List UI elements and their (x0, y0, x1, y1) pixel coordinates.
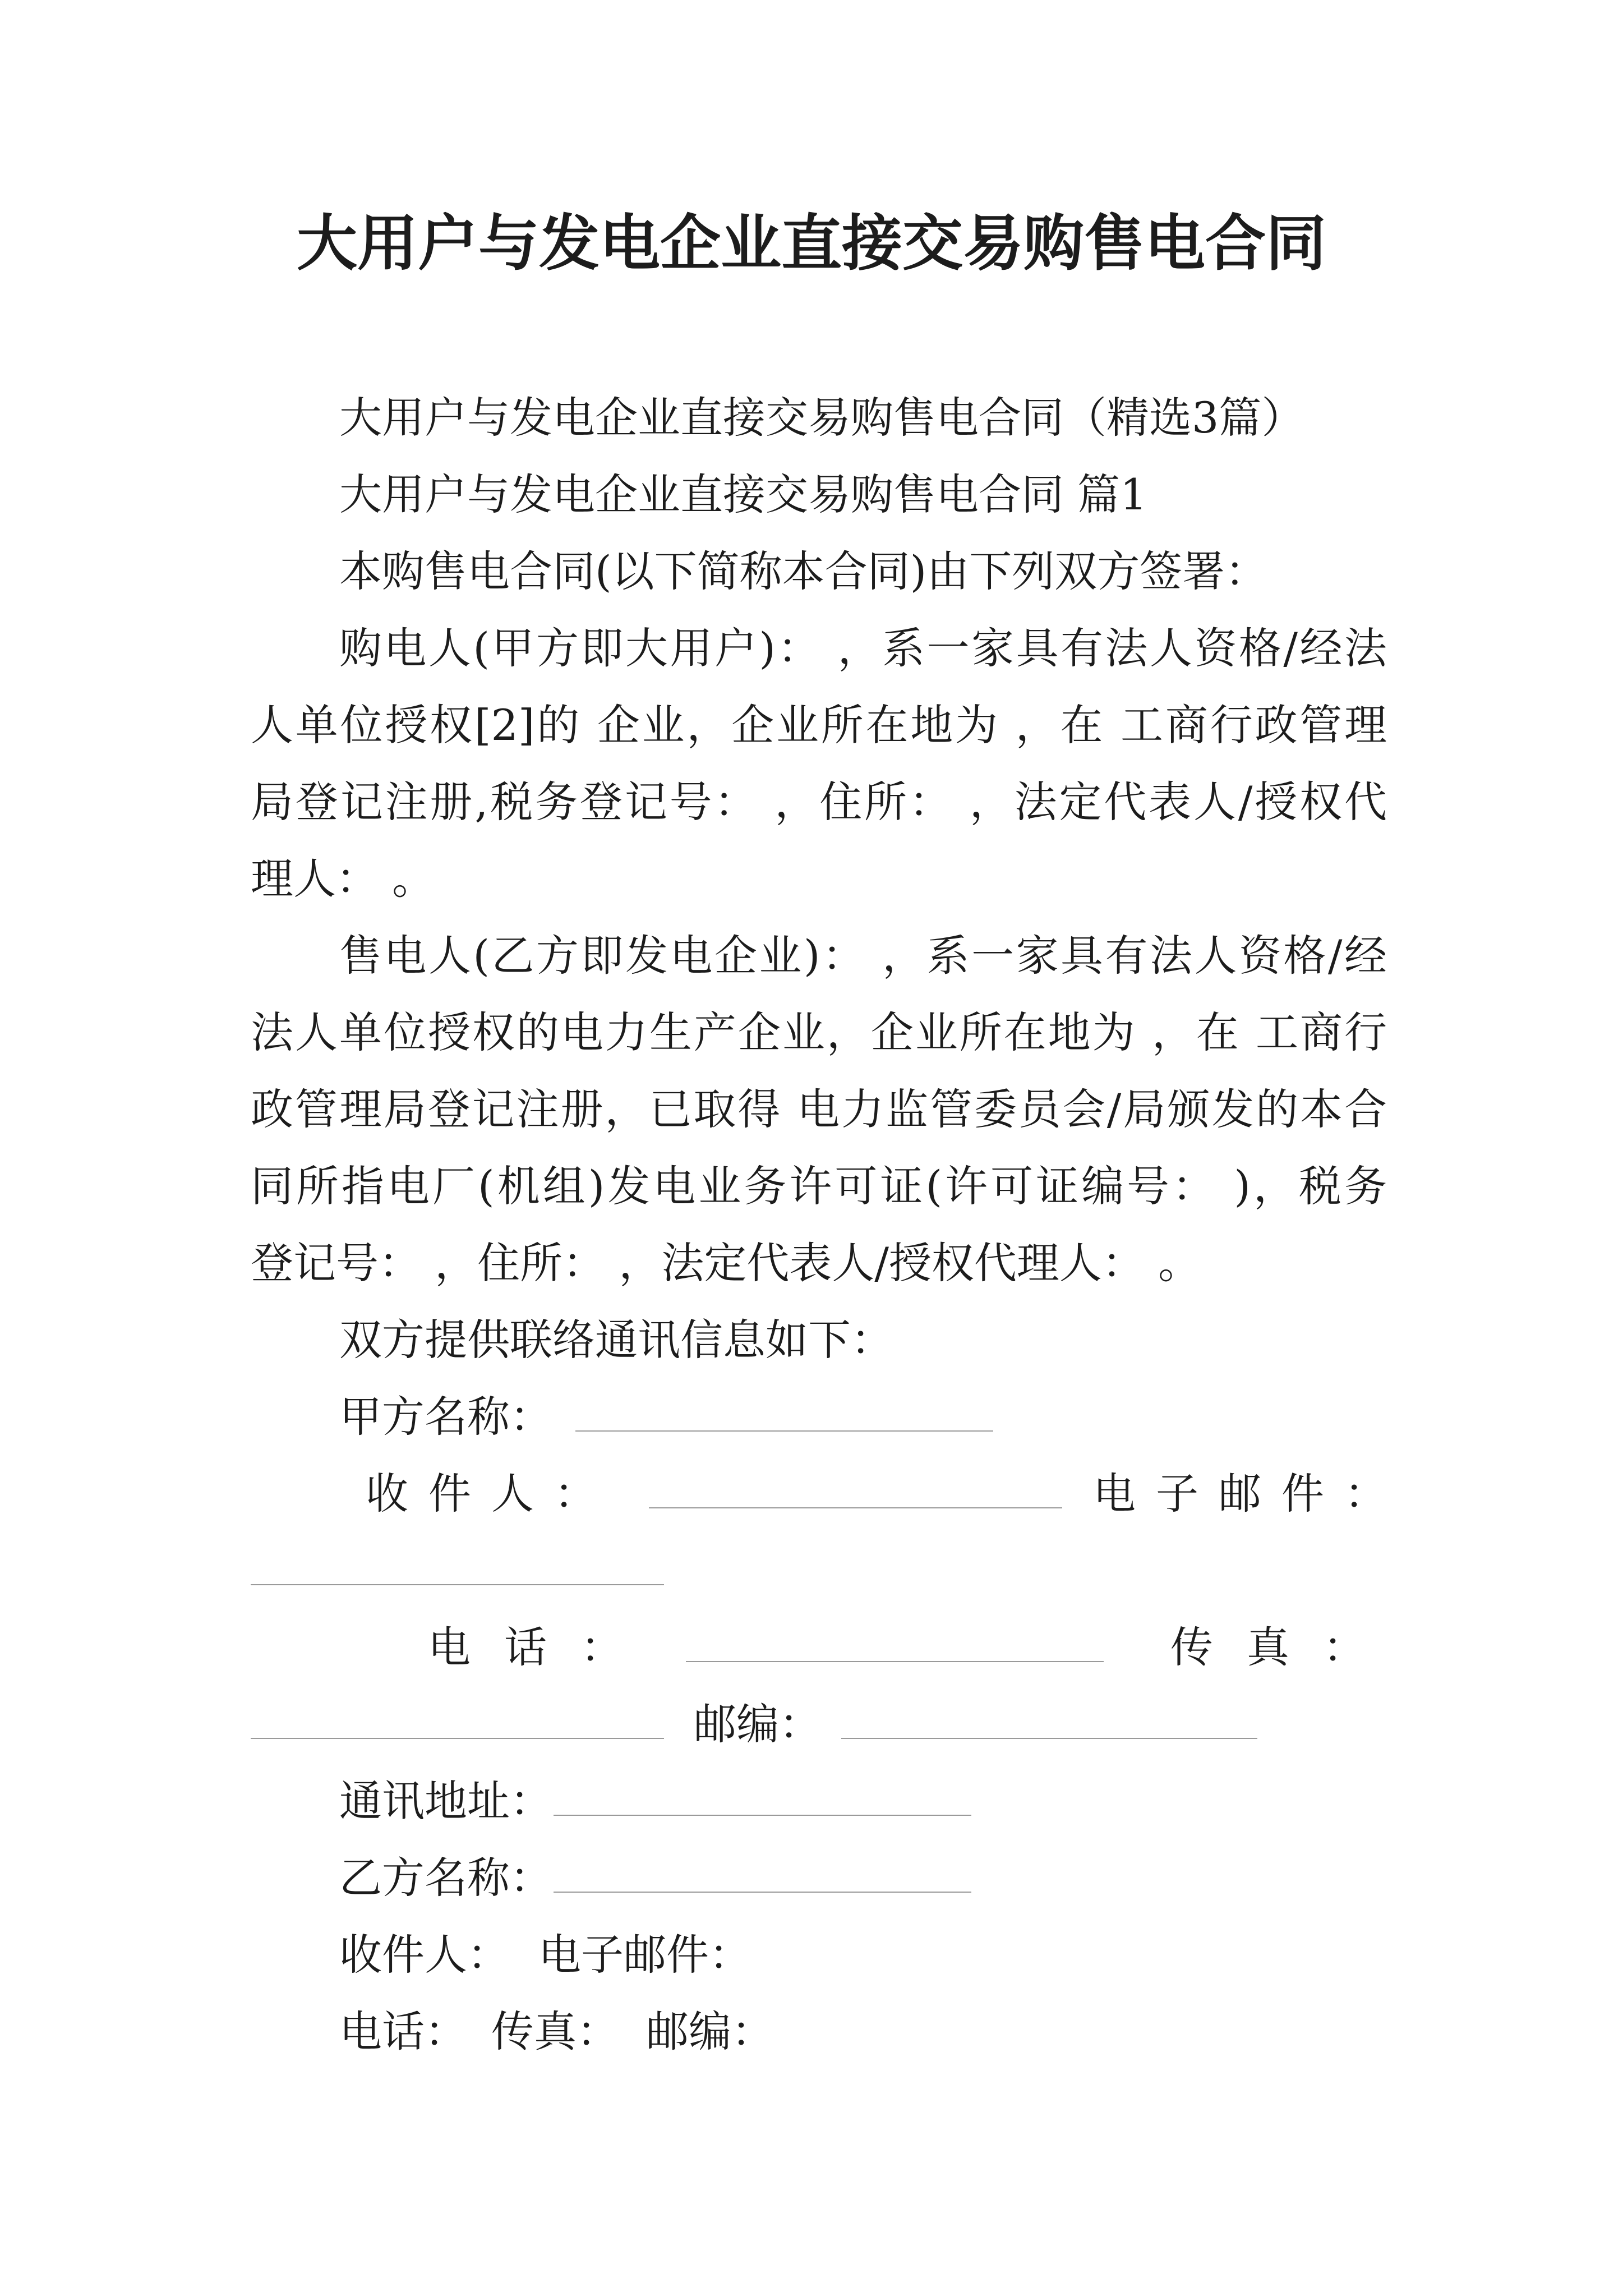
party-b-postcode-label: 邮编： (646, 2007, 774, 2056)
seller-paragraph-line: 登记号： ，住所： ，法定代表人/授权代理人： 。 (251, 1238, 1201, 1288)
party-b-name-row (339, 1839, 1623, 1916)
party-a-recipient-label: 收件人： (366, 1469, 617, 1519)
seller-paragraph-line: 售电人(乙方即发电企业)： ，系一家具有法人资格/经 (339, 931, 1387, 981)
part-heading: 大用户与发电企业直接交易购售电合同 篇1 (339, 470, 1147, 519)
party-b-name-label: 乙方名称： (339, 1853, 552, 1903)
party-a-address-label: 通讯地址： (339, 1776, 552, 1826)
buyer-paragraph-line: 购电人(甲方即大用户)： ，系一家具有法人资格/经法 (339, 623, 1387, 673)
party-a-fax-label: 传真： (1170, 1622, 1399, 1672)
party-a-postcode-blank (841, 1738, 1257, 1739)
party-a-recipient-blank (649, 1507, 1062, 1508)
buyer-paragraph-line: 理人： 。 (251, 854, 435, 904)
party-b-recipient-row (339, 1916, 1623, 1993)
collection-heading: 大用户与发电企业直接交易购售电合同（精选3篇） (339, 393, 1304, 443)
party-a-recipient-row (366, 1455, 1623, 1532)
seller-paragraph-line: 法人单位授权的电力生产企业，企业所在地为 ，在 工商行 (251, 1007, 1387, 1057)
document-body (0, 379, 1623, 2070)
intro-line: 本购售电合同(以下简称本合同)由下列双方签署： (339, 546, 1268, 596)
buyer-paragraph-line: 局登记注册,税务登记号： ，住所： ，法定代表人/授权代 (251, 777, 1387, 827)
party-b-fax-label: 传真： (491, 2007, 619, 2056)
party-a-phone-blank (686, 1661, 1104, 1662)
party-b-phone-label: 电话： (339, 2007, 467, 2056)
party-a-fax-blank (251, 1738, 664, 1739)
party-b-name-blank (554, 1892, 971, 1893)
seller-paragraph-line: 同所指电厂(机组)发电业务许可证(许可证编号： )，税务 (251, 1161, 1387, 1211)
party-a-postcode-label: 邮编： (694, 1699, 822, 1749)
party-a-email-row (251, 1532, 1623, 1609)
party-a-email-label: 电子邮件： (1093, 1469, 1407, 1519)
buyer-paragraph-line: 人单位授权[2]的 企业，企业所在地为 ，在 工商行政管理 (251, 700, 1387, 750)
party-b-phone-row (339, 1993, 1623, 2070)
party-a-email-blank (251, 1584, 664, 1585)
party-a-name-row (339, 1378, 1623, 1455)
contact-intro: 双方提供联络通讯信息如下： (339, 1315, 893, 1365)
party-a-fax-postcode-row (251, 1686, 1623, 1763)
party-a-name-blank (575, 1430, 993, 1432)
party-a-phone-row (428, 1609, 1623, 1686)
party-a-address-blank (554, 1815, 971, 1816)
party-a-name-label: 甲方名称： (339, 1392, 552, 1442)
party-a-phone-label: 电话： (428, 1622, 657, 1672)
party-b-recipient-label: 收件人： (339, 1930, 510, 1980)
party-b-email-label: 电子邮件： (538, 1930, 751, 1980)
seller-paragraph-line: 政管理局登记注册，已取得 电力监管委员会/局颁发的本合 (251, 1084, 1387, 1134)
party-a-address-row (339, 1763, 1623, 1839)
document-title: 大用户与发电企业直接交易购售电合同 (296, 208, 1326, 279)
